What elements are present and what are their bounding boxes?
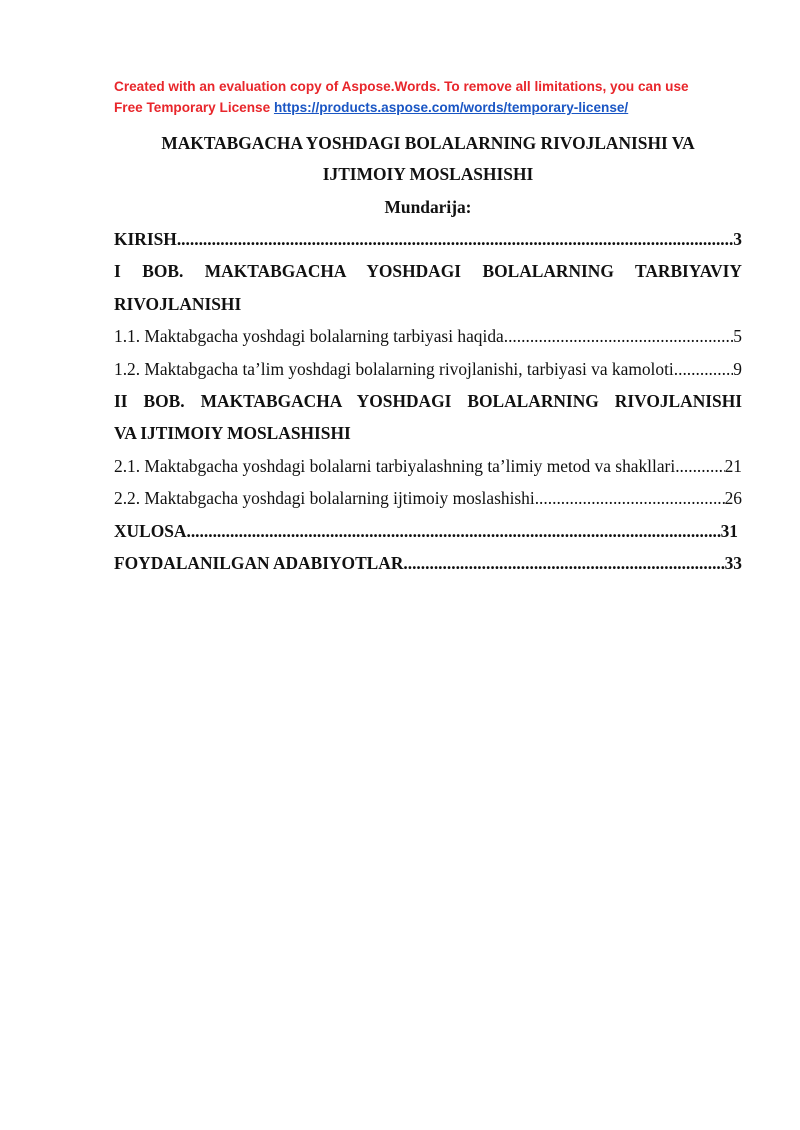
toc-leader-dots — [403, 547, 724, 579]
toc-entry-1-2[interactable] — [114, 353, 742, 385]
document-body — [114, 127, 742, 579]
toc-entry-label: 1.1. Maktabgacha yoshdagi bolalarning tarbiyasi haqida — [114, 326, 504, 347]
toc-page-number: 33 — [724, 553, 742, 574]
toc-entry-xulosa[interactable] — [114, 515, 738, 547]
toc-entry-label: 1.2. Maktabgacha ta’lim yoshdagi bolalarning rivojlanishi, tarbiyasi va kamoloti — [114, 358, 674, 379]
toc-leader-dots — [675, 450, 724, 482]
toc-entry-label: XULOSA — [114, 520, 187, 541]
chapter-2-line-2: VA IJTIMOIY MOSLASHISHI — [114, 423, 351, 444]
document-title-line-2: IJTIMOIY MOSLASHISHI — [322, 164, 534, 184]
toc-leader-dots — [186, 515, 720, 547]
document-title-line-1: MAKTABGACHA YOSHDAGI BOLALARNING RIVOJLANISHI VA — [161, 133, 695, 153]
toc-page-number: 9 — [733, 358, 742, 379]
evaluation-watermark — [114, 76, 754, 118]
license-link[interactable]: https://products.aspose.com/words/temporary-license/ — [273, 100, 629, 115]
toc-page-number: 3 — [733, 229, 742, 249]
chapter-1-line-2: RIVOJLANISHI — [114, 293, 242, 314]
toc-entry-2-2[interactable] — [114, 482, 742, 514]
watermark-line-2 — [114, 97, 754, 118]
watermark-line-1: Created with an evaluation copy of Aspose.Words. To remove all limitations, you can use — [114, 79, 689, 94]
toc-entry-1-1[interactable] — [114, 320, 742, 352]
toc-page-number: 26 — [724, 488, 742, 509]
toc-entry-label: KIRISH — [114, 229, 177, 249]
toc-leader-dots — [674, 353, 734, 385]
toc-leader-dots — [504, 320, 734, 352]
toc-entry-2-1[interactable] — [114, 450, 742, 482]
toc-page-number: 5 — [733, 326, 742, 347]
toc-leader-dots — [535, 482, 725, 514]
toc-entry-chapter-2[interactable] — [114, 385, 742, 450]
toc-entry-label: 2.2. Maktabgacha yoshdagi bolalarning ijtimoiy moslashishi — [114, 488, 535, 509]
toc-entry-label: FOYDALANILGAN ADABIYOTLAR — [114, 553, 404, 574]
toc-entry-adabiyotlar[interactable] — [114, 547, 742, 579]
chapter-1-line-1: I BOB. MAKTABGACHA YOSHDAGI BOLALARNING TARBIYAVIY — [114, 261, 742, 282]
toc-entry-chapter-1[interactable] — [114, 255, 742, 320]
toc-page-number: 21 — [724, 455, 742, 476]
toc-entry-kirish[interactable] — [114, 223, 742, 255]
toc-leader-dots — [177, 223, 733, 255]
chapter-2-line-1: II BOB. MAKTABGACHA YOSHDAGI BOLALARNING RIVOJLANISHI — [114, 391, 742, 412]
toc-entry-label: 2.1. Maktabgacha yoshdagi bolalarni tarbiyalashning ta’limiy metod va shakllari — [114, 455, 676, 476]
watermark-license-text: Free Temporary License — [114, 100, 271, 115]
toc-page-number: 31 — [720, 520, 738, 541]
toc-heading: Mundarija: — [384, 197, 472, 217]
